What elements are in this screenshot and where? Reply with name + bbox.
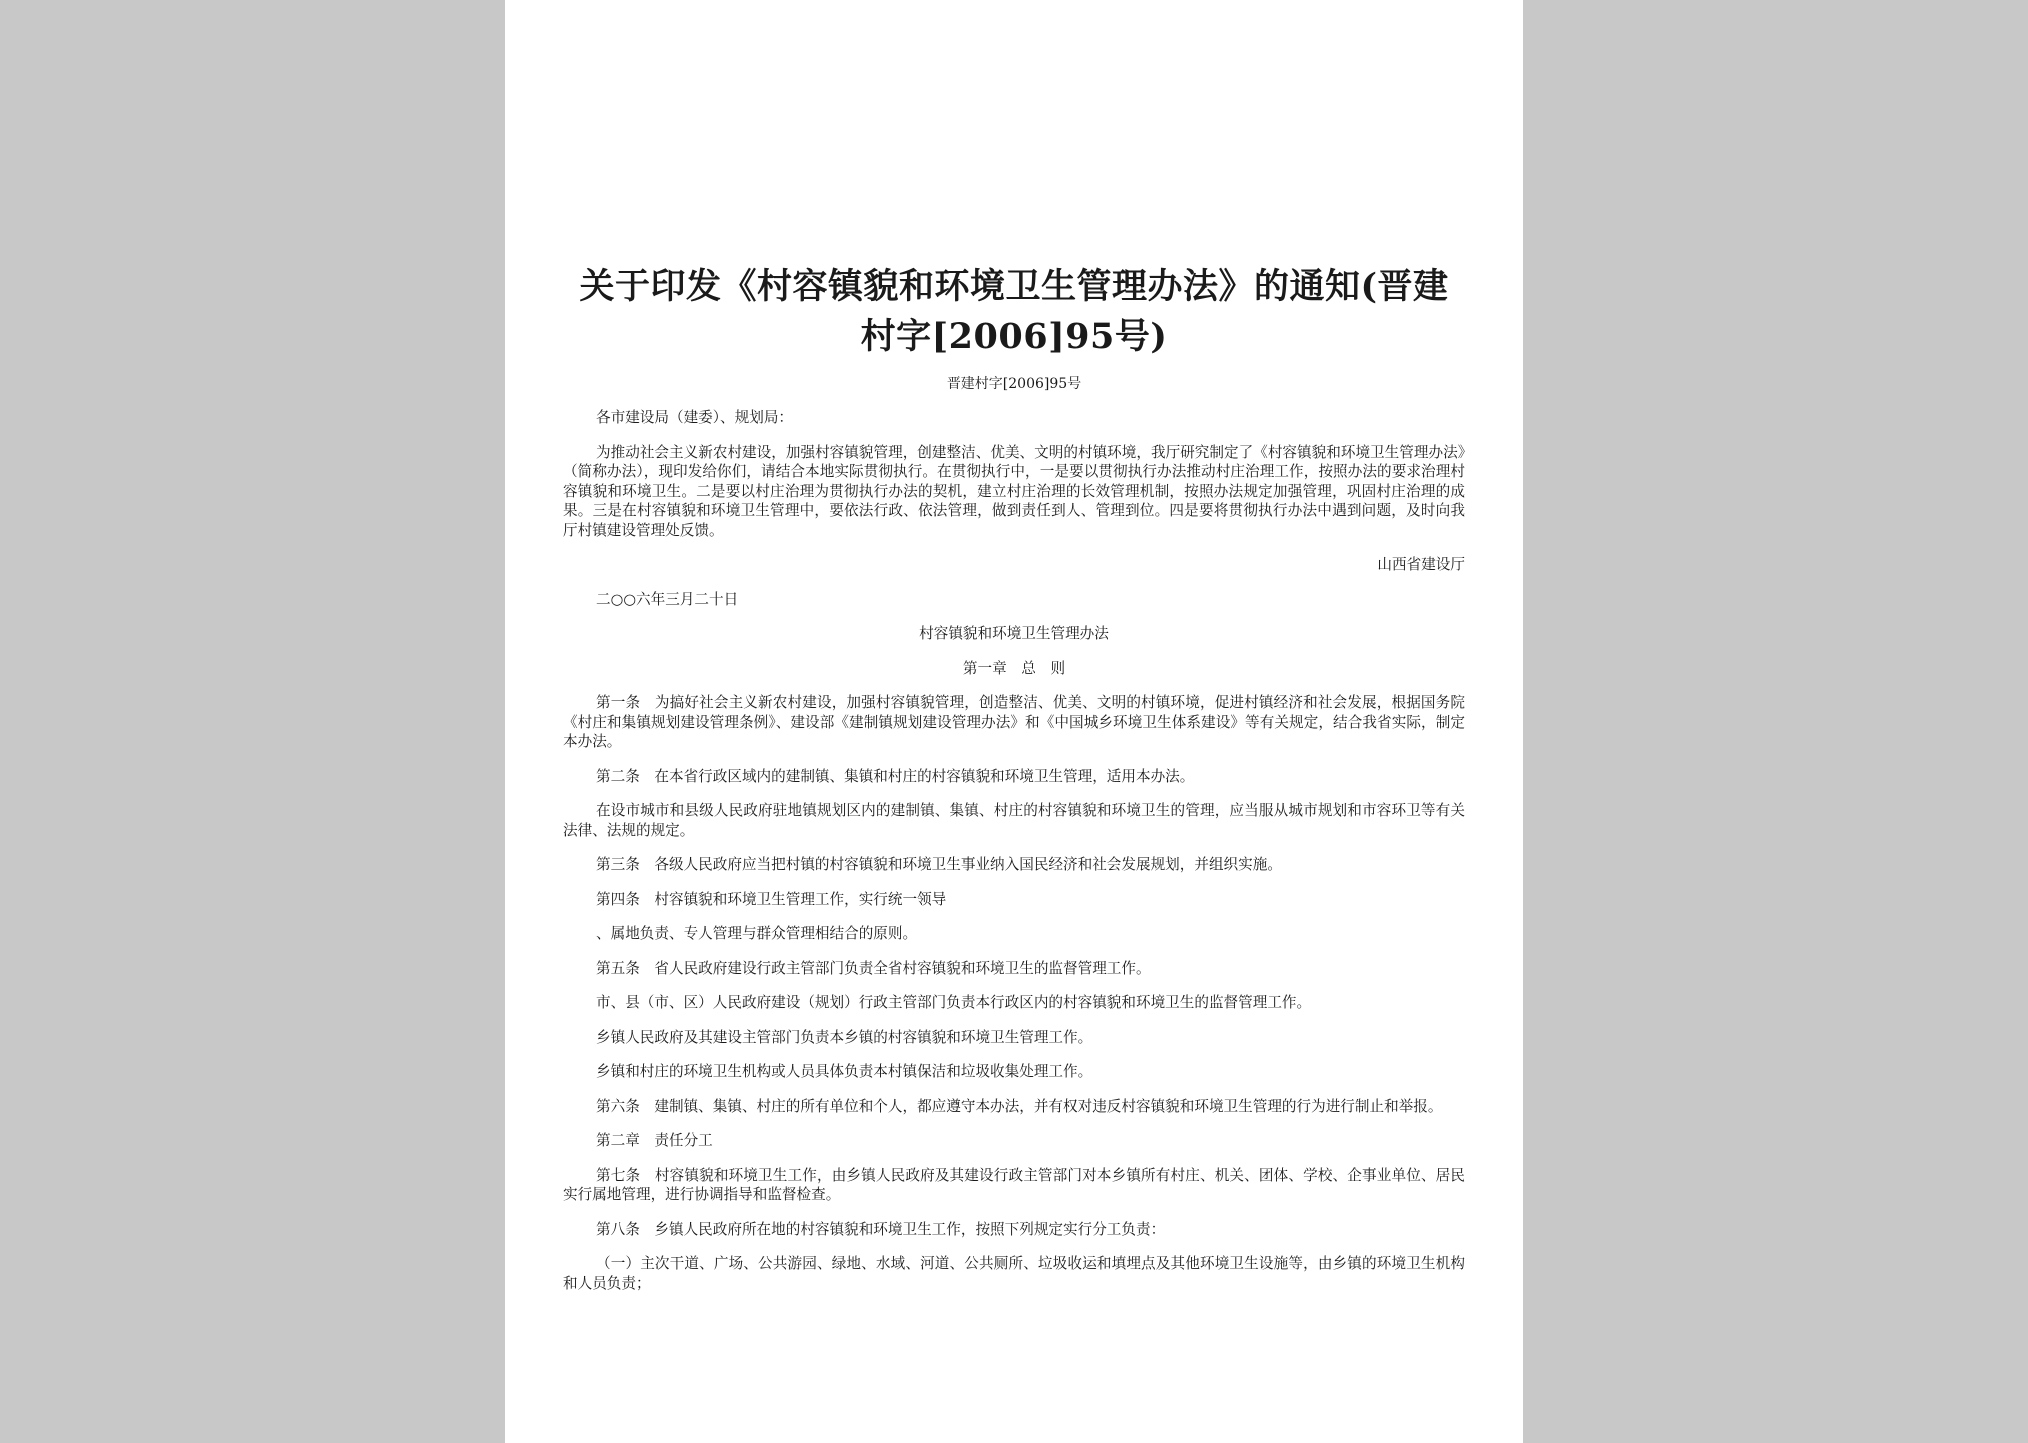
article-paragraph: 在设市城市和县级人民政府驻地镇规划区内的建制镇、集镇、村庄的村容镇貌和环境卫生的管理，应当服从城市规划和市容环卫等有关法律、法规的规定。 (563, 802, 1465, 839)
document-title: 关于印发《村容镇貌和环境卫生管理办法》的通知(晋建村字[2006]95号) (579, 266, 1449, 357)
article-paragraph: 乡镇人民政府及其建设主管部门负责本乡镇的村容镇貌和环境卫生管理工作。 (596, 1028, 1093, 1046)
article-paragraph: 乡镇和村庄的环境卫生机构或人员具体负责本村镇保洁和垃圾收集处理工作。 (596, 1063, 1093, 1080)
article-paragraph: 第二条 在本省行政区域内的建制镇、集镇和村庄的村容镇貌和环境卫生管理，适用本办法。 (596, 767, 1195, 785)
article-paragraph: （一）主次干道、广场、公共游园、绿地、水域、河道、公共厕所、垃圾收运和填埋点及其他环境卫生设施等，由乡镇的环境卫生机构和人员负责； (563, 1255, 1465, 1292)
chapter-heading-2: 第二章 责任分工 (596, 1132, 713, 1149)
measures-title: 村容镇貌和环境卫生管理办法 (919, 625, 1109, 642)
article-paragraph: 第一条 为搞好社会主义新农村建设，加强村容镇貌管理，创造整洁、优美、文明的村镇环境，促进村镇经济和社会发展，根据国务院《村庄和集镇规划建设管理条例》、建设部《建制镇规划建设管理办法》和《中国城乡环境卫生体系建设》等有关规定，结合我省实际，制定本办法。 (563, 694, 1465, 750)
document-page (505, 0, 1523, 1443)
article-paragraph: 市、县（市、区）人民政府建设（规划）行政主管部门负责本行政区内的村容镇貌和环境卫生的监督管理工作。 (596, 994, 1312, 1011)
salutation: 各市建设局（建委）、规划局： (596, 409, 794, 426)
article-paragraph: 第六条 建制镇、集镇、村庄的所有单位和个人，都应遵守本办法，并有权对违反村容镇貌和环境卫生管理的行为进行制止和举报。 (596, 1097, 1443, 1115)
article-paragraph: 第五条 省人民政府建设行政主管部门负责全省村容镇貌和环境卫生的监督管理工作。 (596, 959, 1151, 977)
article-paragraph: 、属地负责、专人管理与群众管理相结合的原则。 (596, 925, 918, 942)
document-number: 晋建村字[2006]95号 (946, 376, 1082, 392)
article-paragraph: 第三条 各级人民政府应当把村镇的村容镇貌和环境卫生事业纳入国民经济和社会发展规划，并组织实施。 (596, 856, 1282, 873)
article-paragraph: 第七条 村容镇貌和环境卫生工作，由乡镇人民政府及其建设行政主管部门对本乡镇所有村庄、机关、团体、学校、企事业单位、居民实行属地管理，进行协调指导和监督检查。 (563, 1166, 1465, 1203)
article-paragraph: 第八条 乡镇人民政府所在地的村容镇貌和环境卫生工作，按照下列规定实行分工负责： (596, 1220, 1166, 1238)
intro-paragraph: 为推动社会主义新农村建设，加强村容镇貌管理，创建整洁、优美、文明的村镇环境，我厅研究制定了《村容镇貌和环境卫生管理办法》（简称办法），现印发给你们，请结合本地实际贯彻执行。在贯彻执行中，一是要以贯彻执行办法推动村庄治理工作，按照办法的要求治理村容镇貌和环境卫生。二是要以村庄治理为贯彻执行办法的契机，建立村庄治理的长效管理机制，按照办法规定加强管理，巩固村庄治理的成果。三是在村容镇貌和环境卫生管理中，要依法行政、依法管理，做到责任到人、管理到位。四是要将贯彻执行办法中遇到问题，及时向我厅村镇建设管理处反馈。 (563, 443, 1465, 539)
issue-date: 二○○六年三月二十日 (596, 590, 739, 608)
chapter-heading: 第一章 总 则 (962, 659, 1066, 677)
article-paragraph: 第四条 村容镇貌和环境卫生管理工作，实行统一领导 (596, 890, 947, 908)
issuer: 山西省建设厅 (1377, 556, 1465, 573)
